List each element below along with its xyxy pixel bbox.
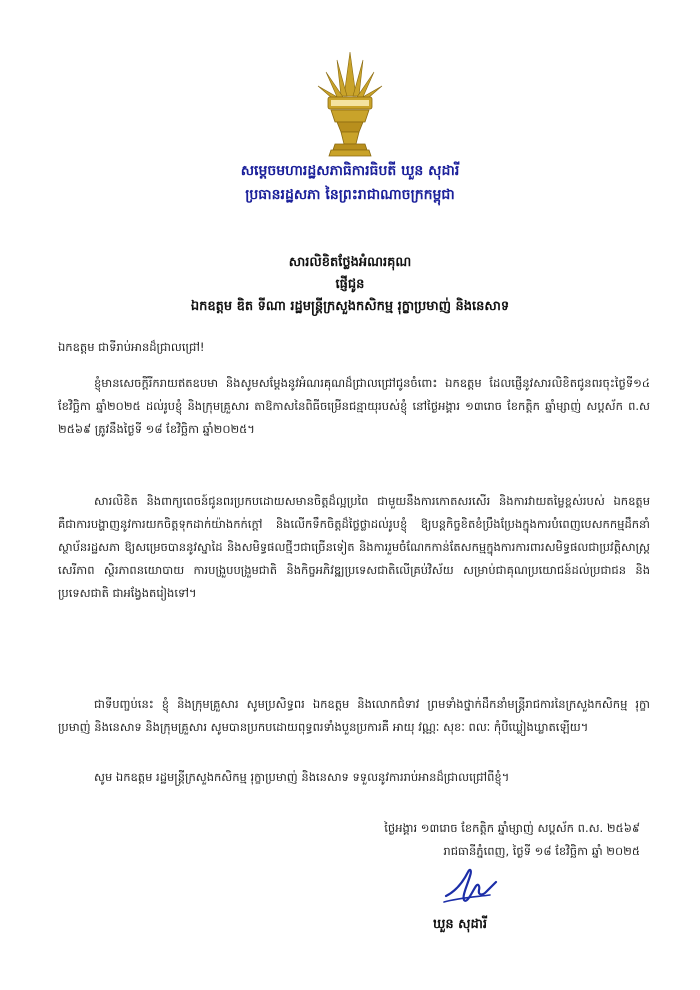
paragraph-2: សារលិខិត និងពាក្យពេចន៍ជូនពរប្រកបដោយសមានចិត្តដ៏ល្អប្រពៃ ជាមួយនឹងការកោតសរសើរ និងការវាយតម្លៃខ្ពស់របស់ ឯកឧត្តម គឺជាការបង្ហាញនូវការយកចិត្តទុកដាក់យ៉ាងកក់ក្តៅ និងលើកទឹកចិត្តដ៏ថ្លៃថ្លាដល់រូបខ្ញុំ ឱ្យបន្តកិច្ចខិតខំប្រឹងប្រែងក្នុងការបំពេញបេសកកម្មដឹកនាំស្ថាប័នរដ្ឋសភា ឱ្យសម្រេចបាននូវស្នាដៃ និងសមិទ្ធផលថ្មីៗជាច្រើនទៀត និងការរួមចំណែកកាន់តែសកម្មក្នុងការការពារសមិទ្ធផលជាប្រវត្តិសាស្ត្រសេរីភាព ស្ថិរភាពនយោបាយ ការបង្រួបបង្រួមជាតិ និងកិច្ចអភិវឌ្ឍប្រទេសជាតិលើគ្រប់វិស័យ សម្រាប់ជាគុណប្រយោជន៍ដល់ប្រជាជន និងប្រទេសជាតិ ជាអង្វែងតរៀងទៅ។ — [58, 494, 650, 600]
salutation: ឯកឧត្តម ជាទីរាប់អានដ៏ជ្រាលជ្រៅ! — [58, 340, 205, 354]
letter-title-sent-to: ផ្ញើជូន — [335, 277, 365, 292]
paragraph-3: ជាទីបញ្ចប់នេះ ខ្ញុំ និងក្រុមគ្រួសារ សូមប្រសិទ្ធពរ ឯកឧត្តម និងលោកជំទាវ ព្រមទាំងថ្នាក់ដឹកនាំមន្ត្រីរាជការនៃក្រសួងកសិកម្ម រុក្ខាប្រមាញ់ និងនេសាទ និងក្រុមគ្រួសារ សូមបានប្រកបដោយពុទ្ធពរទាំងបួនប្រការគឺ អាយុ វណ្ណៈ សុខៈ ពលៈ កុំបីឃ្លៀងឃ្លាតឡើយ។ — [58, 697, 650, 734]
sender-position: ប្រធានរដ្ឋសភា នៃព្រះរាជាណាចក្រកម្ពុជា — [245, 187, 455, 203]
signer-name: ឃួន សុដារី — [432, 917, 488, 932]
paragraph-4: សូម ឯកឧត្តម រដ្ឋមន្ត្រីក្រសួងកសិកម្ម រុក្ខាប្រមាញ់ និងនេសាទ ទទួលនូវការរាប់អានដ៏ជ្រាលជ្រៅពីខ្ញុំ។ — [94, 770, 510, 784]
national-assembly-emblem-icon — [311, 50, 389, 162]
paragraph-1: ខ្ញុំមានសេចក្តីរីករាយឥតឧបមា និងសូមសម្តែងនូវអំណរគុណដ៏ជ្រាលជ្រៅជូនចំពោះ ឯកឧត្តម ដែលផ្ញើនូវសារលិខិតជូនពរចុះថ្ងៃទី១៤ ខែវិច្ឆិកា ឆ្នាំ២០២៥ ដល់រូបខ្ញុំ និងក្រុមគ្រួសារ តាឱកាសនៃពិធីចម្រើនជន្មាយុរបស់ខ្ញុំ នៅថ្ងៃអង្គារ ១៣រោច ខែកត្តិក ឆ្នាំម្សាញ់ សប្តស័ក ព.ស ២៥៦៩ ត្រូវនឹងថ្ងៃទី ១៨ ខែវិច្ឆិកា ឆ្នាំ២០២៥។ — [58, 376, 650, 436]
handwritten-signature-icon — [440, 862, 500, 910]
letter-recipient: ឯកឧត្តម ឌិត ទីណា រដ្ឋមន្ត្រីក្រសួងកសិកម្ម រុក្ខាប្រមាញ់ និងនេសាទ — [190, 299, 510, 314]
sender-name: សម្តេចមហារដ្ឋសភាធិការធិបតី ឃួន សុដារី — [240, 163, 460, 179]
date-solar: រាជធានីភ្នំពេញ, ថ្ងៃទី ១៨ ខែវិច្ឆិកា ឆ្នាំ ២០២៥ — [443, 844, 640, 858]
date-lunar: ថ្ងៃអង្គារ ១៣រោច ខែកត្តិក ឆ្នាំម្សាញ់ សប្តស័ក ព.ស. ២៥៦៩ — [384, 821, 640, 835]
letter-title: សារលិខិតថ្លែងអំណរគុណ — [288, 255, 412, 270]
